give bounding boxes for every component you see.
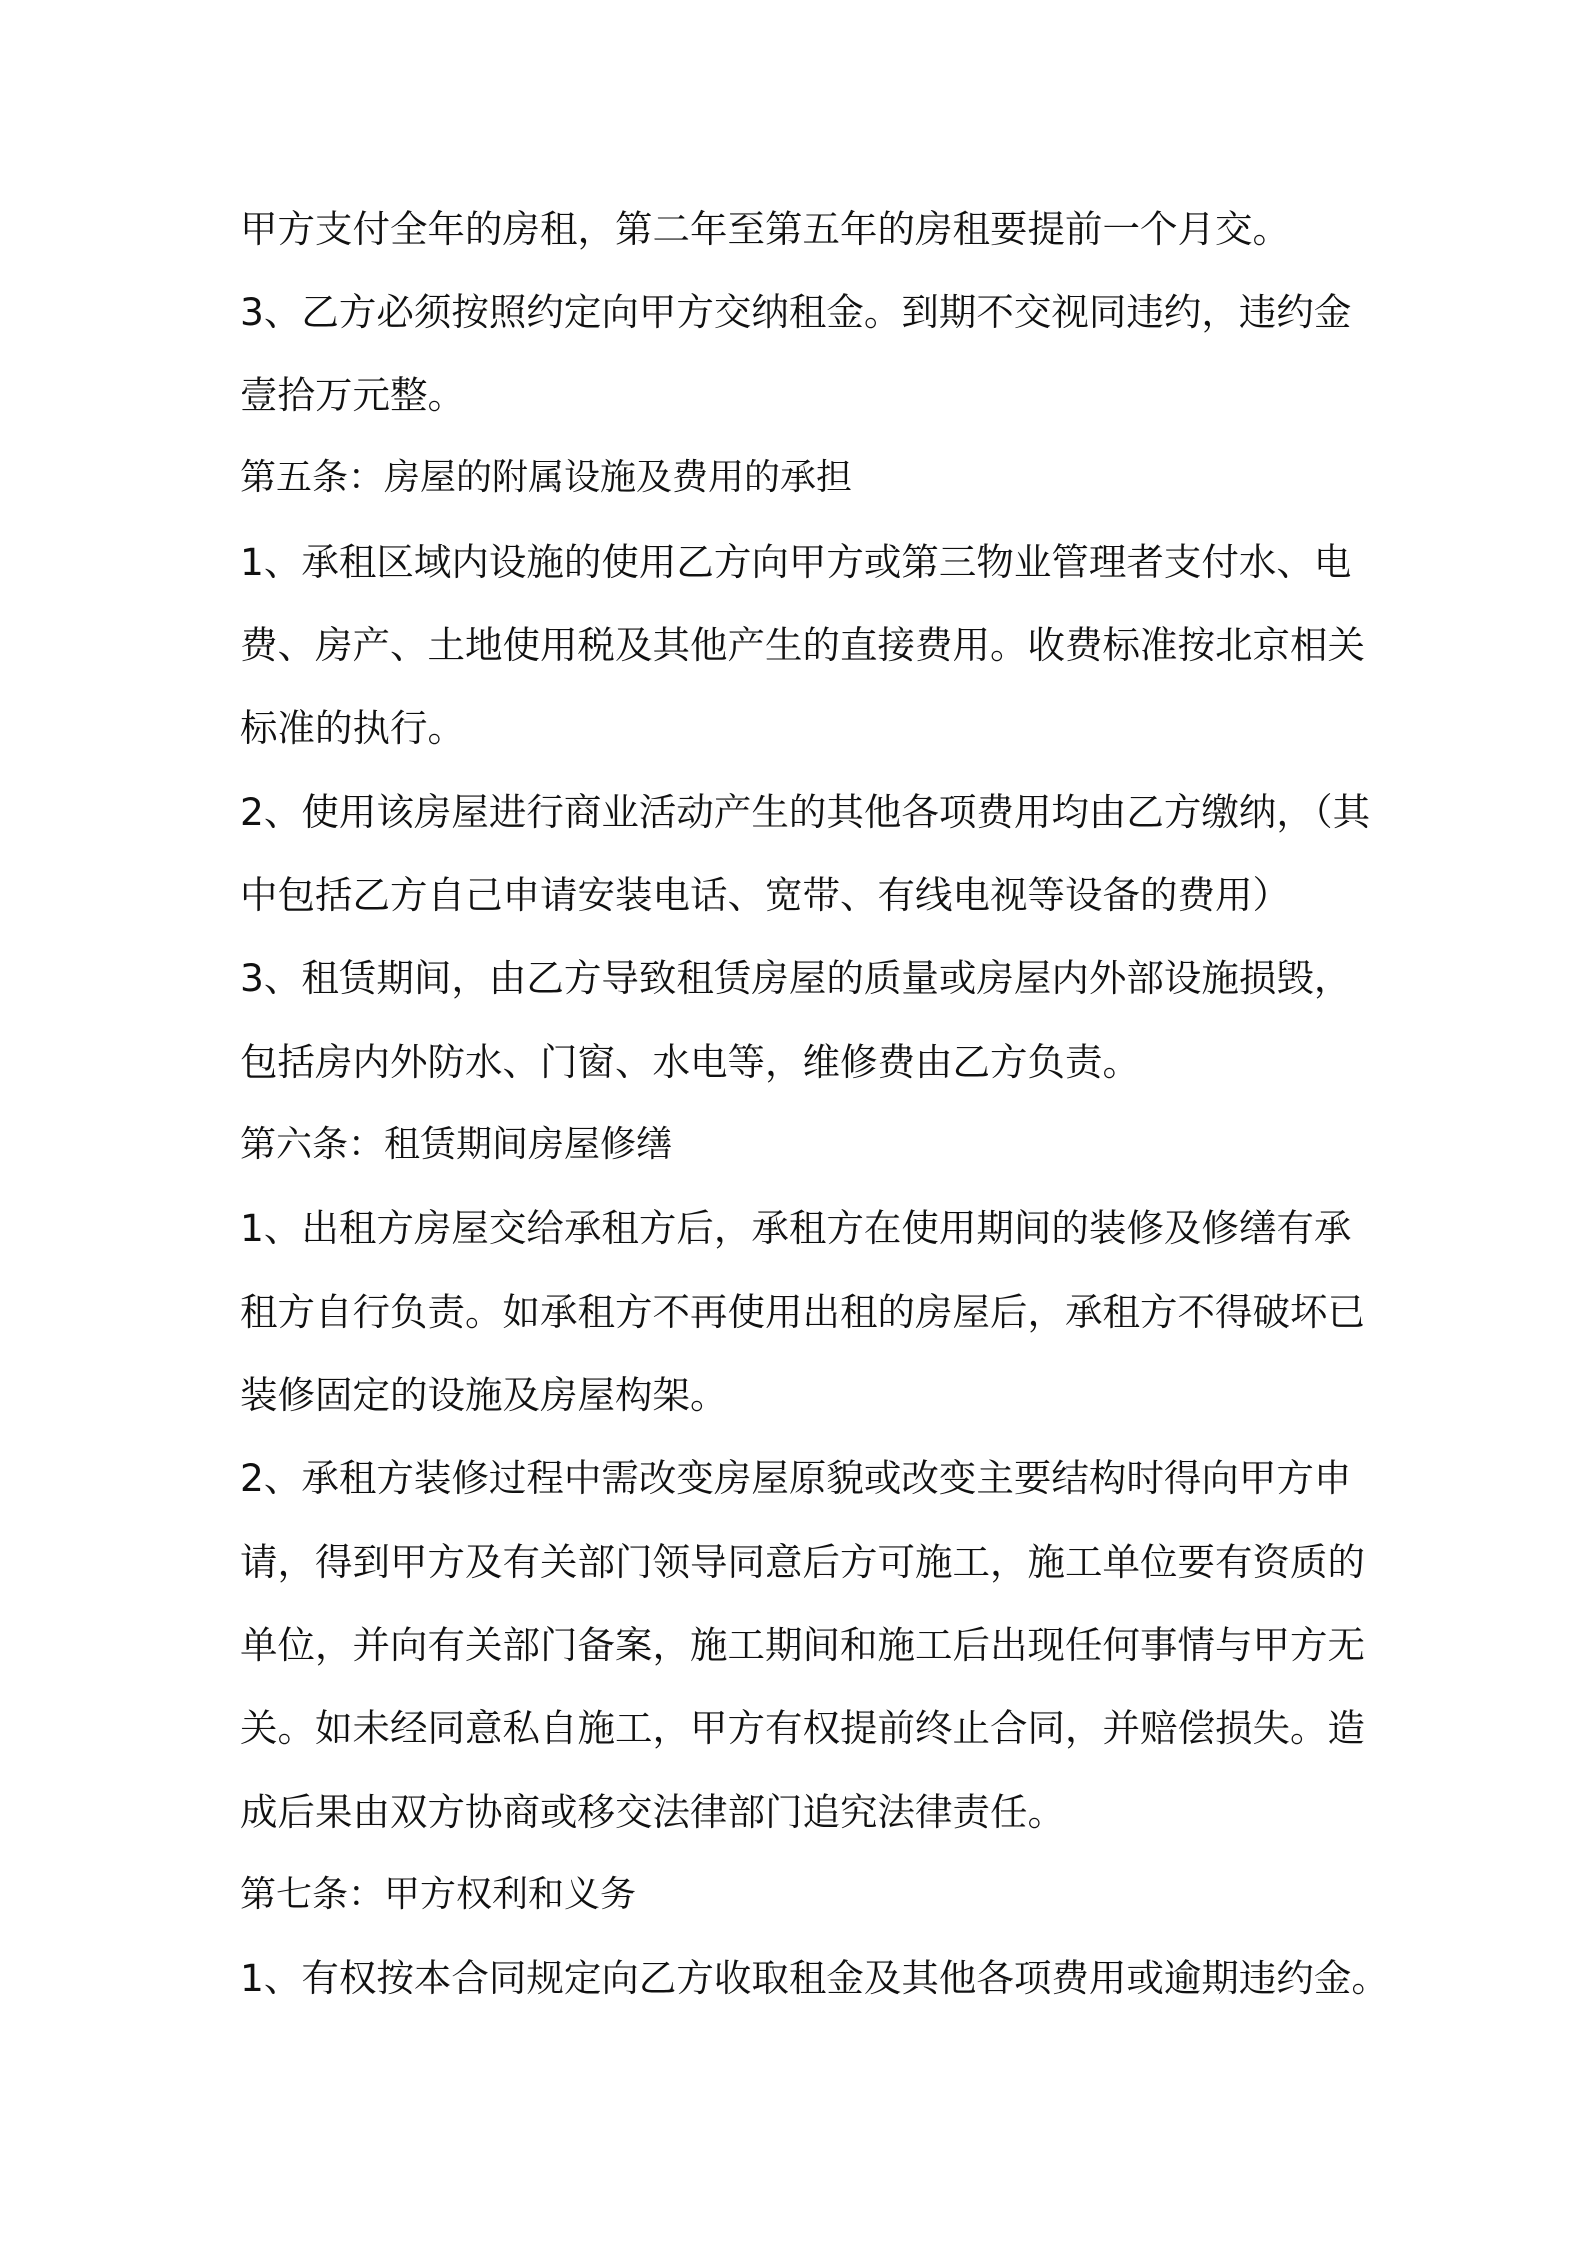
paragraph-line: 1、有权按本合同规定向乙方收取租金及其他各项费用或逾期违约金。 — [240, 1956, 1389, 2000]
paragraph-line: 单位，并向有关部门备案，施工期间和施工后出现任何事情与甲方无 — [240, 1623, 1365, 1667]
paragraph-line: 1、出租方房屋交给承租方后，承租方在使用期间的装修及修缮有承 — [240, 1206, 1352, 1250]
section-heading-6: 第六条：租赁期间房屋修缮 — [240, 1124, 673, 1165]
paragraph-line: 2、使用该房屋进行商业活动产生的其他各项费用均由乙方缴纳，（其 — [240, 790, 1371, 834]
section-heading-7: 第七条：甲方权利和义务 — [240, 1874, 637, 1915]
paragraph-line: 中包括乙方自己申请安装电话、宽带、有线电视等设备的费用） — [240, 873, 1290, 917]
paragraph-line: 关。如未经同意私自施工，甲方有权提前终止合同，并赔偿损失。造 — [240, 1706, 1365, 1750]
paragraph-line: 请，得到甲方及有关部门领导同意后方可施工，施工单位要有资质的 — [240, 1540, 1365, 1584]
paragraph-line: 租方自行负责。如承租方不再使用出租的房屋后，承租方不得破坏已 — [240, 1290, 1365, 1334]
paragraph-line: 费、房产、土地使用税及其他产生的直接费用。收费标准按北京相关 — [240, 623, 1365, 667]
paragraph-line: 甲方支付全年的房租，第二年至第五年的房租要提前一个月交。 — [240, 207, 1290, 251]
paragraph-line: 壹拾万元整。 — [240, 373, 465, 417]
paragraph-line: 3、租赁期间，由乙方导致租赁房屋的质量或房屋内外部设施损毁， — [240, 956, 1352, 1000]
paragraph-line: 成后果由双方协商或移交法律部门追究法律责任。 — [240, 1790, 1065, 1834]
paragraph-line: 标准的执行。 — [240, 706, 465, 750]
paragraph-line: 装修固定的设施及房屋构架。 — [240, 1373, 728, 1417]
paragraph-line: 包括房内外防水、门窗、水电等，维修费由乙方负责。 — [240, 1040, 1140, 1084]
paragraph-line: 2、承租方装修过程中需改变房屋原貌或改变主要结构时得向甲方申 — [240, 1456, 1352, 1500]
paragraph-line: 3、乙方必须按照约定向甲方交纳租金。到期不交视同违约，违约金 — [240, 290, 1352, 334]
section-heading-5: 第五条：房屋的附属设施及费用的承担 — [240, 457, 853, 498]
paragraph-line: 1、承租区域内设施的使用乙方向甲方或第三物业管理者支付水、电 — [240, 540, 1352, 584]
